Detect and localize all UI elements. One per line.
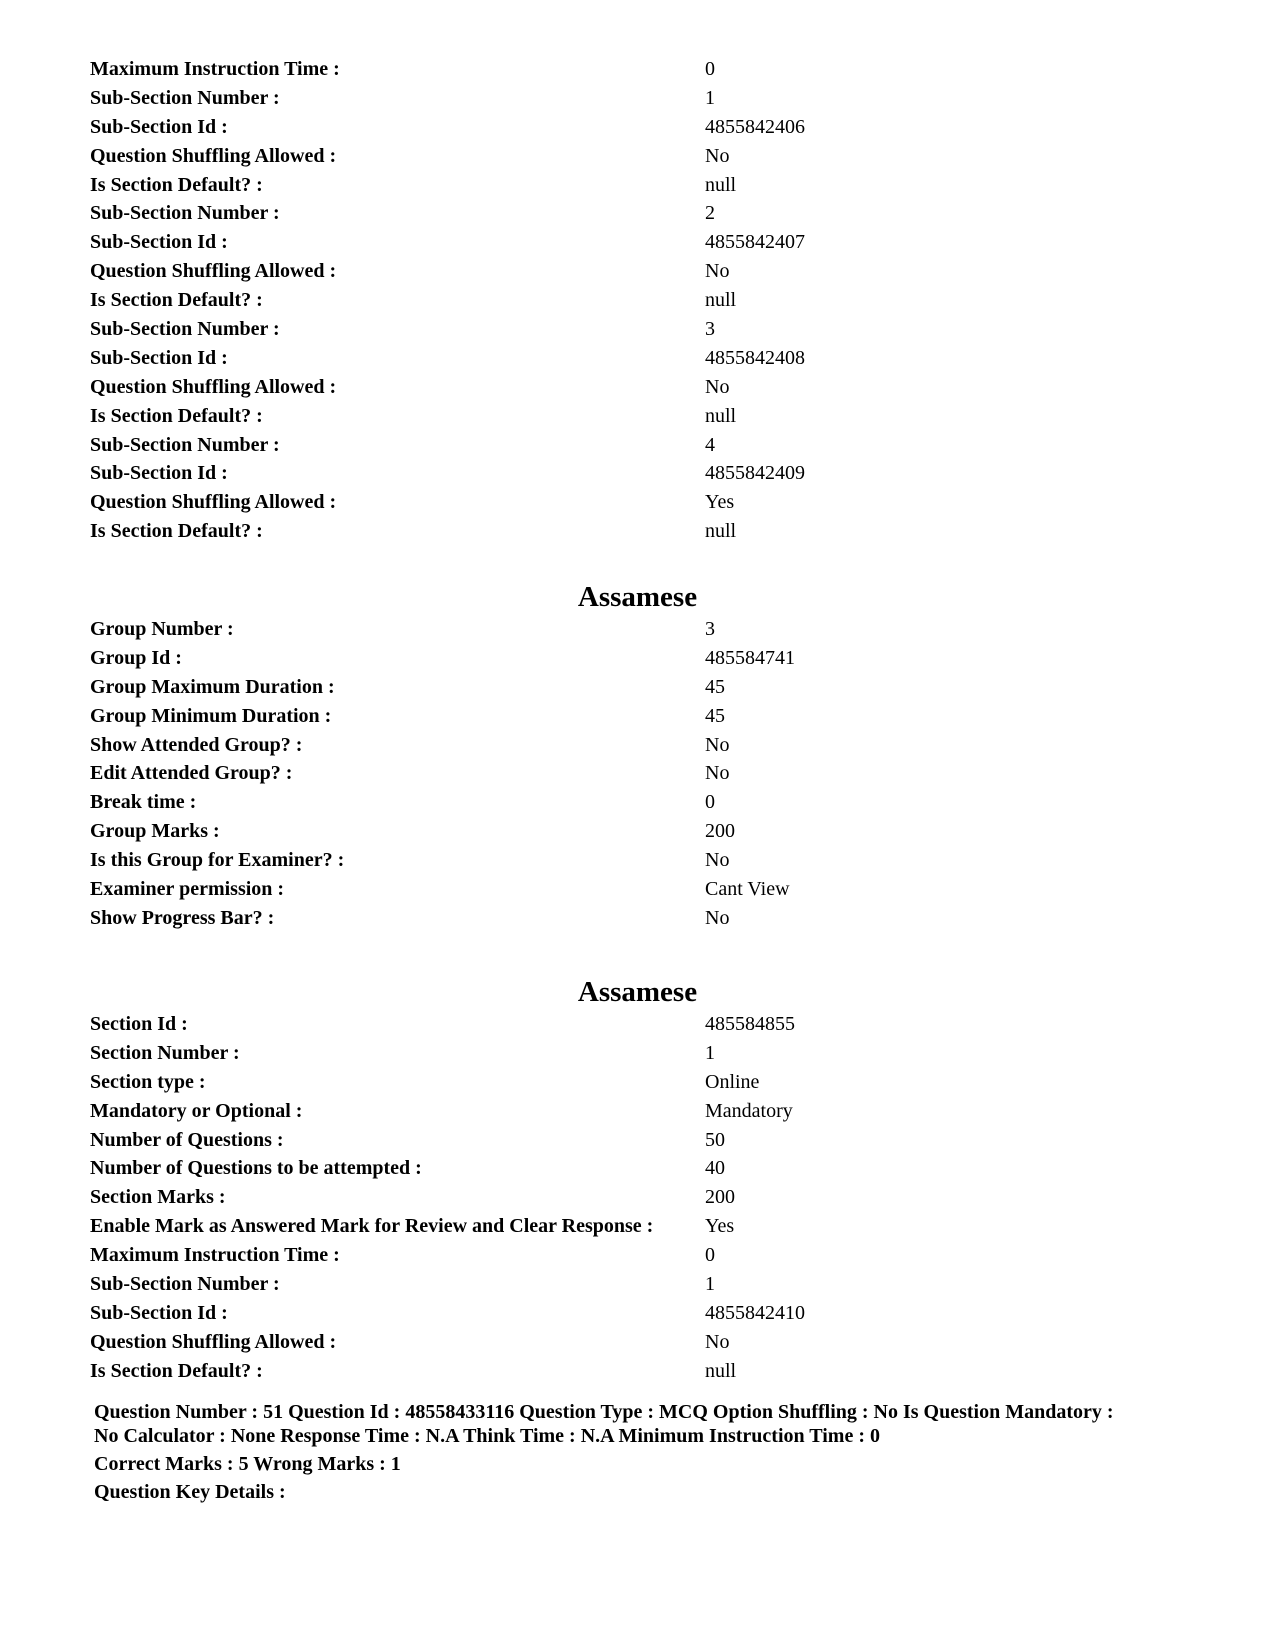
detail-row — [90, 1270, 1230, 1299]
detail-value: No — [705, 1330, 730, 1353]
question-marks-line: Correct Marks : 5 Wrong Marks : 1 — [94, 1453, 401, 1475]
group-heading: Assamese — [577, 581, 698, 613]
detail-row — [90, 1241, 1230, 1270]
detail-row — [90, 373, 1230, 402]
detail-label: Sub-Section Number : — [90, 202, 280, 225]
detail-row — [90, 55, 1230, 84]
detail-label: Section type : — [90, 1070, 206, 1093]
detail-row — [90, 315, 1230, 344]
detail-value: Online — [705, 1070, 760, 1093]
detail-value: No — [705, 762, 730, 785]
detail-row — [90, 286, 1230, 315]
detail-label: Section Number : — [90, 1041, 240, 1064]
question-info-line-2: No Calculator : None Response Time : N.A Think Time : N.A Minimum Instruction Time : 0 — [94, 1425, 880, 1447]
detail-row — [90, 731, 1230, 760]
detail-row — [90, 84, 1230, 113]
detail-label: Show Attended Group? : — [90, 733, 303, 756]
detail-row — [90, 904, 1230, 933]
question-info-line-1: Question Number : 51 Question Id : 48558433116 Question Type : MCQ Option Shuffling : No Is Question Mandatory : — [94, 1401, 1114, 1423]
detail-value: Mandatory — [705, 1099, 793, 1122]
detail-value: null — [705, 520, 737, 543]
detail-label: Is Section Default? : — [90, 1359, 263, 1382]
detail-row — [90, 644, 1230, 673]
detail-label: Mandatory or Optional : — [90, 1099, 303, 1122]
detail-row — [90, 228, 1230, 257]
detail-label: Number of Questions to be attempted : — [90, 1157, 422, 1180]
detail-label: Number of Questions : — [90, 1128, 284, 1151]
detail-value: Yes — [705, 491, 735, 514]
detail-label: Sub-Section Number : — [90, 1273, 280, 1296]
detail-label: Enable Mark as Answered Mark for Review and Clear Response : — [90, 1215, 654, 1238]
detail-value: null — [705, 289, 737, 312]
detail-label: Is Section Default? : — [90, 173, 263, 196]
detail-label: Question Shuffling Allowed : — [90, 375, 337, 398]
detail-row — [90, 431, 1230, 460]
detail-value: 50 — [705, 1128, 725, 1151]
detail-value: 4 — [705, 433, 715, 456]
detail-row — [90, 788, 1230, 817]
detail-label: Question Shuffling Allowed : — [90, 260, 337, 283]
detail-row — [90, 1068, 1230, 1097]
detail-row — [90, 344, 1230, 373]
detail-label: Is this Group for Examiner? : — [90, 849, 345, 872]
detail-row — [90, 1357, 1230, 1386]
detail-value: 4855842408 — [705, 346, 805, 369]
detail-value: No — [705, 849, 730, 872]
detail-label: Maximum Instruction Time : — [90, 58, 340, 80]
detail-value: 4855842410 — [705, 1301, 805, 1324]
detail-row — [90, 113, 1230, 142]
detail-value: null — [705, 173, 737, 196]
detail-value: null — [705, 1359, 737, 1382]
detail-value: No — [705, 375, 730, 398]
detail-row — [90, 615, 1230, 644]
detail-row — [90, 817, 1230, 846]
detail-label: Group Id : — [90, 646, 182, 669]
detail-row — [90, 875, 1230, 904]
detail-value: 45 — [705, 675, 725, 698]
detail-value: 0 — [705, 58, 715, 80]
detail-value: 485584855 — [705, 1013, 795, 1035]
detail-label: Sub-Section Id : — [90, 1301, 228, 1324]
detail-row — [90, 1299, 1230, 1328]
question-info — [94, 1400, 1214, 1504]
detail-value: 4855842407 — [705, 231, 805, 254]
detail-row — [90, 1010, 1230, 1039]
detail-row — [90, 1154, 1230, 1183]
detail-label: Is Section Default? : — [90, 404, 263, 427]
detail-value: 40 — [705, 1157, 725, 1180]
detail-value: Cant View — [705, 878, 790, 901]
detail-label: Sub-Section Id : — [90, 231, 228, 254]
detail-value: 1 — [705, 86, 715, 109]
detail-value: 45 — [705, 704, 725, 727]
detail-label: Sub-Section Number : — [90, 86, 280, 109]
detail-row — [90, 1097, 1230, 1126]
detail-row — [90, 257, 1230, 286]
group-details-list — [90, 615, 1230, 933]
detail-value: No — [705, 260, 730, 283]
detail-value: 0 — [705, 791, 715, 814]
detail-value: 3 — [705, 618, 715, 640]
detail-label: Edit Attended Group? : — [90, 762, 293, 785]
detail-label: Sub-Section Id : — [90, 115, 228, 138]
detail-label: Group Minimum Duration : — [90, 704, 332, 727]
detail-label: Group Maximum Duration : — [90, 675, 335, 698]
detail-label: Group Number : — [90, 618, 234, 640]
detail-row — [90, 171, 1230, 200]
detail-row — [90, 1039, 1230, 1068]
subsection-details-list — [90, 55, 1230, 546]
detail-label: Question Shuffling Allowed : — [90, 1330, 337, 1353]
detail-label: Is Section Default? : — [90, 289, 263, 312]
question-key-details-label: Question Key Details : — [94, 1481, 286, 1503]
detail-row — [90, 142, 1230, 171]
detail-row — [90, 846, 1230, 875]
detail-value: 4855842409 — [705, 462, 805, 485]
detail-row — [90, 199, 1230, 228]
detail-row — [90, 517, 1230, 546]
detail-row — [90, 1328, 1230, 1357]
detail-label: Show Progress Bar? : — [90, 906, 275, 929]
detail-row — [90, 488, 1230, 517]
detail-label: Sub-Section Id : — [90, 346, 228, 369]
detail-value: No — [705, 733, 730, 756]
detail-value: null — [705, 404, 737, 427]
detail-value: 200 — [705, 1186, 735, 1209]
detail-value: 0 — [705, 1244, 715, 1267]
detail-row — [90, 459, 1230, 488]
detail-label: Question Shuffling Allowed : — [90, 144, 337, 167]
detail-label: Question Shuffling Allowed : — [90, 491, 337, 514]
detail-label: Examiner permission : — [90, 878, 285, 901]
detail-row — [90, 702, 1230, 731]
detail-row — [90, 673, 1230, 702]
detail-label: Section Marks : — [90, 1186, 226, 1209]
detail-label: Is Section Default? : — [90, 520, 263, 543]
section-heading: Assamese — [577, 976, 698, 1008]
detail-row — [90, 402, 1230, 431]
detail-label: Sub-Section Id : — [90, 462, 228, 485]
detail-row — [90, 1126, 1230, 1155]
detail-value: 200 — [705, 820, 735, 843]
detail-value: 4855842406 — [705, 115, 805, 138]
detail-value: 1 — [705, 1041, 715, 1064]
detail-value: 485584741 — [705, 646, 795, 669]
detail-label: Sub-Section Number : — [90, 318, 280, 341]
detail-value: 2 — [705, 202, 715, 225]
detail-value: 1 — [705, 1273, 715, 1296]
detail-label: Group Marks : — [90, 820, 220, 843]
detail-row — [90, 759, 1230, 788]
detail-row — [90, 1183, 1230, 1212]
detail-value: Yes — [705, 1215, 735, 1238]
detail-label: Section Id : — [90, 1013, 188, 1035]
detail-label: Maximum Instruction Time : — [90, 1244, 340, 1267]
detail-row — [90, 1212, 1230, 1241]
detail-value: No — [705, 906, 730, 929]
detail-value: No — [705, 144, 730, 167]
detail-value: 3 — [705, 318, 715, 341]
section-details-list — [90, 1010, 1230, 1386]
detail-label: Break time : — [90, 791, 197, 814]
detail-label: Sub-Section Number : — [90, 433, 280, 456]
